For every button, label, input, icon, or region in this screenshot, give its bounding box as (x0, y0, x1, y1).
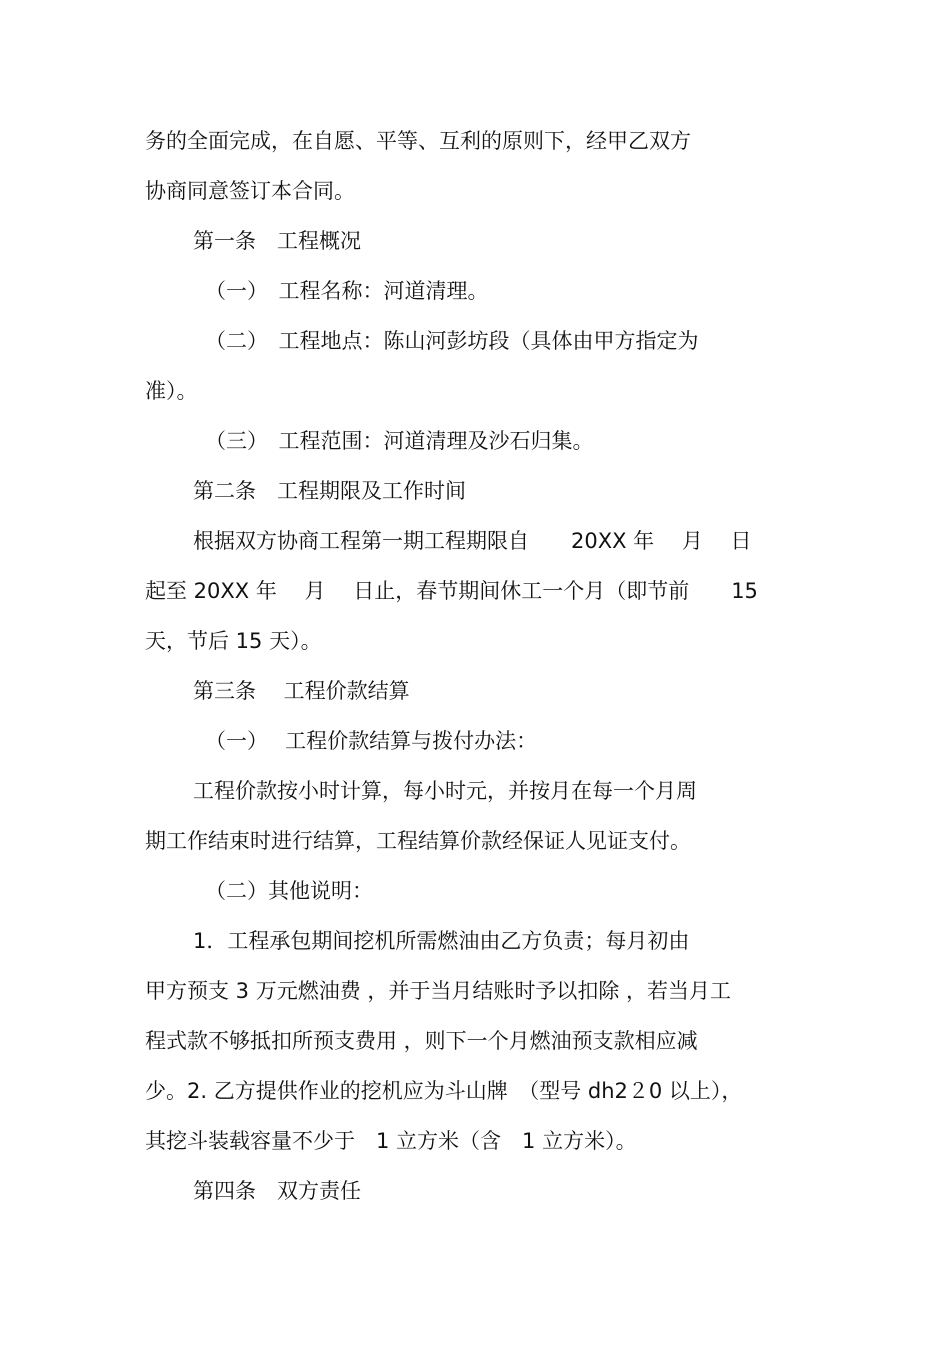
article-heading: 第三条 工程价款结算 (193, 679, 410, 703)
paragraph-line: 起至 20XX 年 月 日止，春节期间休工一个月（即节前 15 (145, 579, 758, 603)
paragraph-line: 协商同意签订本合同。 (145, 179, 355, 203)
paragraph-line: 程式款不够抵扣所预支费用 ，则下一个月燃油预支款相应减 (145, 1029, 698, 1053)
paragraph-line: 务的全面完成，在自愿、平等、互利的原则下，经甲乙双方 (145, 129, 691, 153)
paragraph-line: 期工作结束时进行结算，工程结算价款经保证人见证支付。 (145, 829, 691, 853)
paragraph-line: 少。2. 乙方提供作业的挖机应为斗山牌 （型号 dh2２0 以上）， (145, 1079, 743, 1103)
paragraph-line: 甲方预支 3 万元燃油费 ，并于当月结账时予以扣除 ，若当月工 (145, 979, 732, 1003)
clause-line: （二） 工程地点：陈山河彭坊段（具体由甲方指定为 (205, 329, 699, 353)
clause-line: （一） 工程价款结算与拨付办法： (205, 729, 538, 753)
clause-line: （二）其他说明： (205, 879, 373, 903)
paragraph-line: 1．工程承包期间挖机所需燃油由乙方负责；每月初由 (193, 929, 690, 953)
paragraph-line: 工程价款按小时计算，每小时元，并按月在每一个月周 (193, 779, 697, 803)
paragraph-line: 根据双方协商工程第一期工程期限自 20XX 年 月 日 (193, 529, 752, 553)
article-heading: 第二条 工程期限及工作时间 (193, 479, 466, 503)
clause-line: （一） 工程名称：河道清理。 (205, 279, 489, 303)
paragraph-line: 天，节后 15 天）。 (145, 629, 322, 653)
paragraph-line: 其挖斗装载容量不少于 1 立方米（含 1 立方米）。 (145, 1129, 637, 1153)
article-heading: 第一条 工程概况 (193, 229, 361, 253)
paragraph-line: 准）。 (145, 379, 198, 403)
article-heading: 第四条 双方责任 (193, 1179, 361, 1203)
clause-line: （三） 工程范围：河道清理及沙石归集。 (205, 429, 594, 453)
